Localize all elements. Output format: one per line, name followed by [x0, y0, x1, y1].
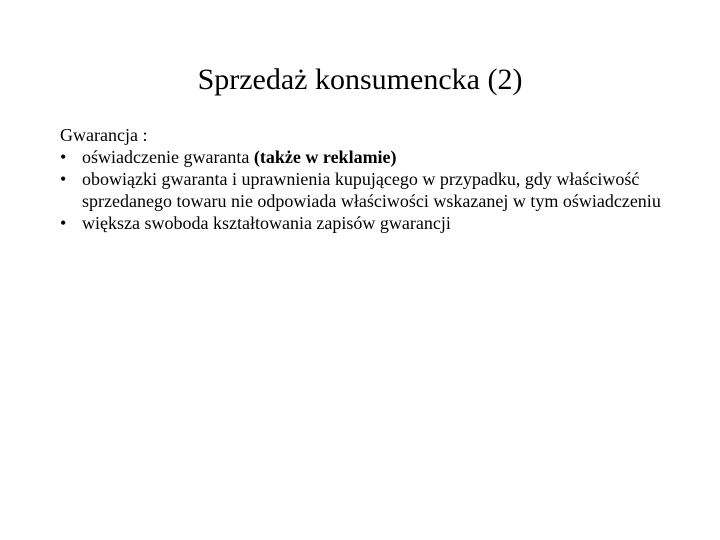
slide-title: Sprzedaż konsumencka (2) [197, 63, 523, 96]
bullet-item-3 [60, 212, 670, 234]
bullet-list [60, 146, 670, 234]
bullet-icon: • [60, 213, 67, 233]
bullet-emphasis: (także w reklamie) [253, 147, 397, 167]
bullet-text: większa swoboda kształtowania zapisów gwarancji [82, 213, 451, 233]
bullet-icon: • [60, 169, 67, 189]
bullet-item-2 [60, 168, 670, 212]
slide-body [60, 124, 670, 234]
bullet-icon: • [60, 147, 67, 167]
bullet-text: obowiązki gwaranta i uprawnienia kupującego w przypadku, gdy właściwość sprzedanego towaru nie odpowiada właściwości wskazanej w tym oświadczeniu [82, 169, 661, 211]
bullet-item-1 [60, 146, 670, 168]
intro-text: Gwarancja : [60, 125, 148, 145]
bullet-text: oświadczenie gwaranta [82, 147, 254, 167]
